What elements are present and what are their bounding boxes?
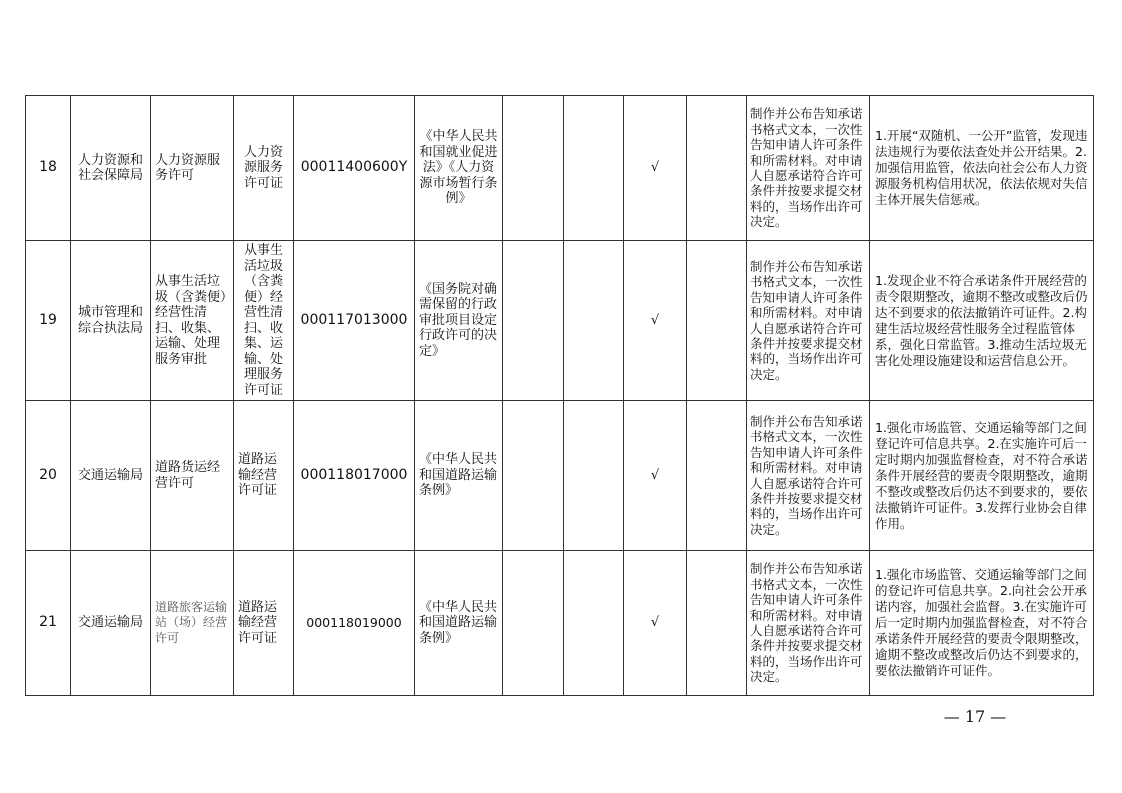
reform-method-cell: 制作并公布告知承诺书格式文本，一次性告知申请人许可条件和所需材料。对申请人自愿承诺符合许可条件并按要求提交材料的，当场作出许可决定。	[747, 551, 870, 696]
page-number: — 17 —	[943, 707, 1007, 726]
permit-item-cell: 人力资源服务许可	[151, 96, 234, 241]
check-mark-cell: √	[624, 551, 687, 696]
row-number: 18	[26, 96, 71, 241]
empty-cell	[564, 551, 624, 696]
item-code-cell: 00011400600Y	[294, 96, 415, 241]
reform-method-cell: 制作并公布告知承诺书格式文本，一次性告知申请人许可条件和所需材料。对申请人自愿承诺符合许可条件并按要求提交材料的，当场作出许可决定。	[747, 401, 870, 551]
department-cell: 交通运输局	[71, 401, 151, 551]
item-code-cell: 000117013000	[294, 241, 415, 401]
legal-basis-cell: 《国务院对确需保留的行政审批项目设定行政许可的决定》	[415, 241, 503, 401]
empty-cell	[564, 401, 624, 551]
license-cell: 道路运输经营许可证	[234, 401, 294, 551]
legal-basis-cell: 《中华人民共和国就业促进法》《人力资源市场暂行条例》	[415, 96, 503, 241]
check-mark-cell: √	[624, 401, 687, 551]
department-cell: 交通运输局	[71, 551, 151, 696]
empty-cell	[503, 551, 564, 696]
empty-cell	[687, 551, 747, 696]
department-cell: 城市管理和综合执法局	[71, 241, 151, 401]
empty-cell	[687, 96, 747, 241]
reform-method-cell: 制作并公布告知承诺书格式文本，一次性告知申请人许可条件和所需材料。对申请人自愿承诺符合许可条件并按要求提交材料的，当场作出许可决定。	[747, 241, 870, 401]
check-mark-cell: √	[624, 96, 687, 241]
table-row	[26, 241, 1094, 401]
empty-cell	[687, 241, 747, 401]
check-mark-cell: √	[624, 241, 687, 401]
license-cell: 人力资源服务许可证	[234, 96, 294, 241]
item-code-cell: 000118019000	[294, 551, 415, 696]
empty-cell	[687, 401, 747, 551]
item-code-cell: 000118017000	[294, 401, 415, 551]
legal-basis-cell: 《中华人民共和国道路运输条例》	[415, 401, 503, 551]
license-cell: 道路运输经营许可证	[234, 551, 294, 696]
reform-method-cell: 制作并公布告知承诺书格式文本，一次性告知申请人许可条件和所需材料。对申请人自愿承诺符合许可条件并按要求提交材料的，当场作出许可决定。	[747, 96, 870, 241]
supervision-measures-cell: 1.强化市场监管、交通运输等部门之间的登记许可信息共享。2.向社会公开承诺内容，加强社会监督。3.在实施许可后一定时期内加强监督检查，对不符合承诺条件开展经营的要责令限期整改，逾期不整改或整改后仍达不到要求的，要依法撤销许可证件。	[870, 551, 1094, 696]
permit-item-cell: 道路货运经营许可	[151, 401, 234, 551]
empty-cell	[503, 401, 564, 551]
permit-item-cell: 道路旅客运输站（场）经营许可	[151, 551, 234, 696]
empty-cell	[503, 241, 564, 401]
supervision-measures-cell: 1.强化市场监管、交通运输等部门之间登记许可信息共享。2.在实施许可后一定时期内加强监督检查，对不符合承诺条件开展经营的要责令限期整改，逾期不整改或整改后仍达不到要求的，要依法撤销许可证件。3.发挥行业协会自律作用。	[870, 401, 1094, 551]
permit-table	[25, 95, 1094, 696]
supervision-measures-cell: 1.发现企业不符合承诺条件开展经营的责令限期整改，逾期不整改或整改后仍达不到要求的依法撤销许可证件。2.构建生活垃圾经营性服务全过程监管体系，强化日常监管。3.推动生活垃圾无害化处理设施建设和运营信息公开。	[870, 241, 1094, 401]
table-row	[26, 96, 1094, 241]
empty-cell	[503, 96, 564, 241]
supervision-measures-cell: 1.开展“双随机、一公开”监管，发现违法违规行为要依法查处并公开结果。2.加强信用监管，依法向社会公布人力资源服务机构信用状况，依法依规对失信主体开展失信惩戒。	[870, 96, 1094, 241]
empty-cell	[564, 241, 624, 401]
department-cell: 人力资源和社会保障局	[71, 96, 151, 241]
row-number: 20	[26, 401, 71, 551]
table-row	[26, 551, 1094, 696]
table-row	[26, 401, 1094, 551]
legal-basis-cell: 《中华人民共和国道路运输条例》	[415, 551, 503, 696]
row-number: 21	[26, 551, 71, 696]
license-cell: 从事生活垃圾（含粪便）经营性清扫、收集、运输、处理服务许可证	[234, 241, 294, 401]
row-number: 19	[26, 241, 71, 401]
permit-item-cell: 从事生活垃圾（含粪便）经营性清扫、收集、运输、处理服务审批	[151, 241, 234, 401]
empty-cell	[564, 96, 624, 241]
